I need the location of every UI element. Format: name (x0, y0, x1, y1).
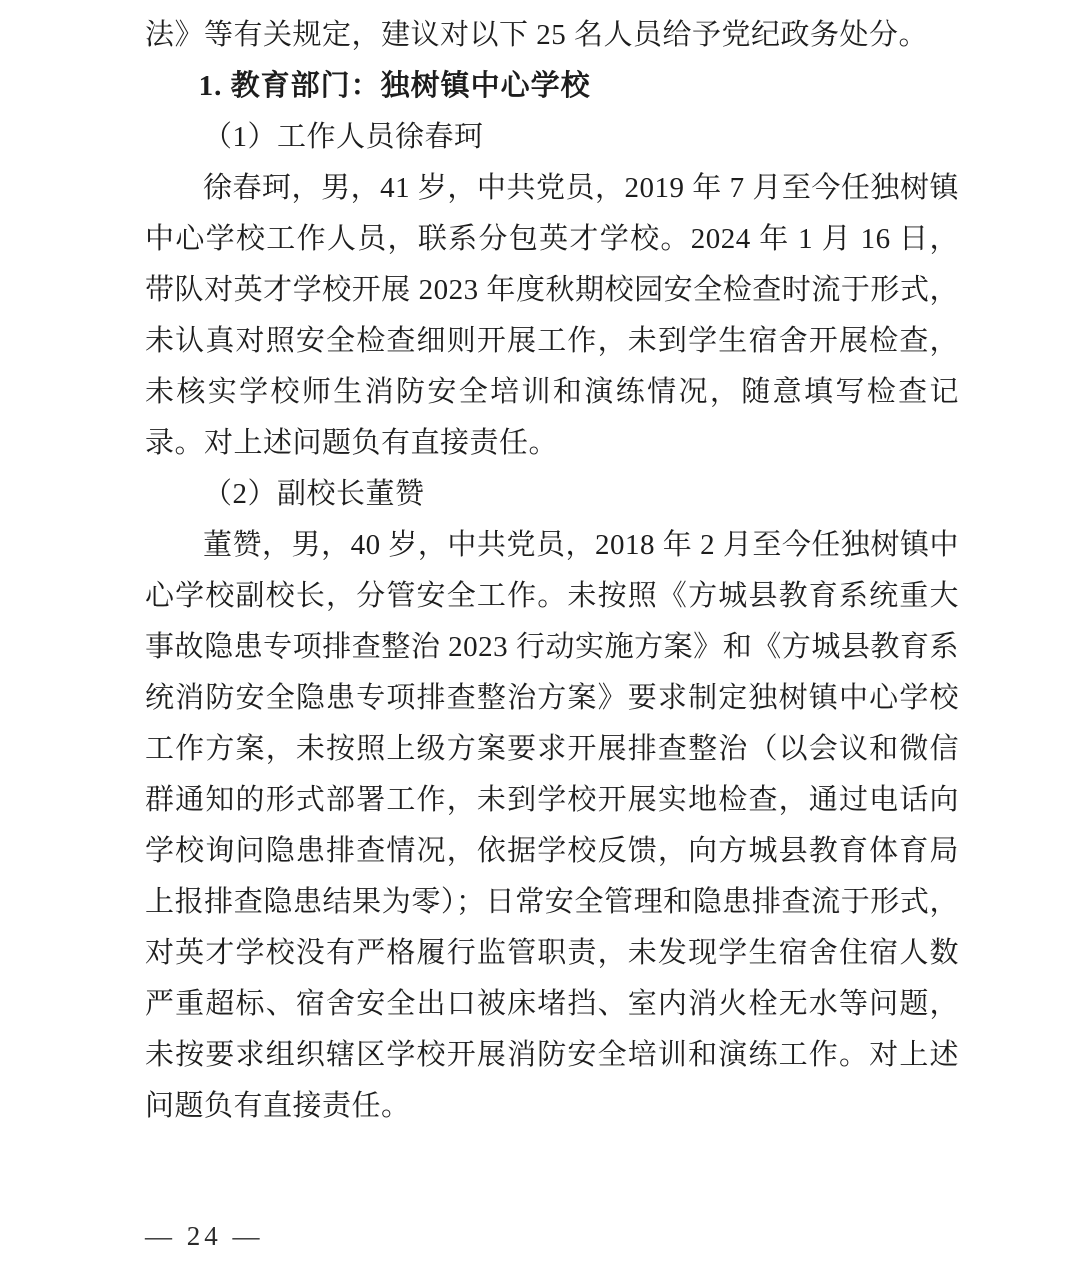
subheading-person-2: （2）副校长董赞 (203, 478, 425, 510)
subheading-person-1: （1）工作人员徐春珂 (203, 121, 484, 153)
paragraph-person-2-details: 董赞，男，40 岁，中共党员，2018 年 2 月至今任独树镇中心学校副校长，分管安全工作。未按照《方城县教育系统重大事故隐患专项排查整治 2023 行动实施方案》和《方城县教育系统消防安全隐患专项排查整治方案》要求制定独树镇中心学校工作方案，未按照上级方案要求开展排查整治（以会议和微信群通知的形式部署工作，未到学校开展实地检查，通过电话向学校询问隐患排查情况，依据学校反馈，向方城县教育体育局上报排查隐患结果为零）；日常安全管理和隐患排查流于形式，对英才学校没有严格履行监管职责，未发现学生宿舍住宿人数严重超标、宿舍安全出口被床堵挡、室内消火栓无水等问题，未按要求组织辖区学校开展消防安全培训和演练工作。对上述问题负有直接责任。 (145, 529, 959, 1122)
paragraph-person-1-details: 徐春珂，男，41 岁，中共党员，2019 年 7 月至今任独树镇中心学校工作人员，联系分包英才学校。2024 年 1 月 16 日，带队对英才学校开展 2023 年度秋期校园安全检查时流于形式，未认真对照安全检查细则开展工作，未到学生宿舍开展检查，未核实学校师生消防安全培训和演练情况，随意填写检查记录。对上述问题负有直接责任。 (145, 172, 959, 459)
document-body (145, 10, 959, 1132)
section-heading-education-department: 1. 教育部门：独树镇中心学校 (198, 70, 591, 102)
page-number: — 24 — (145, 1221, 264, 1251)
paragraph-intro-continuation: 法》等有关规定，建议对以下 25 名人员给予党纪政务处分。 (145, 19, 929, 51)
